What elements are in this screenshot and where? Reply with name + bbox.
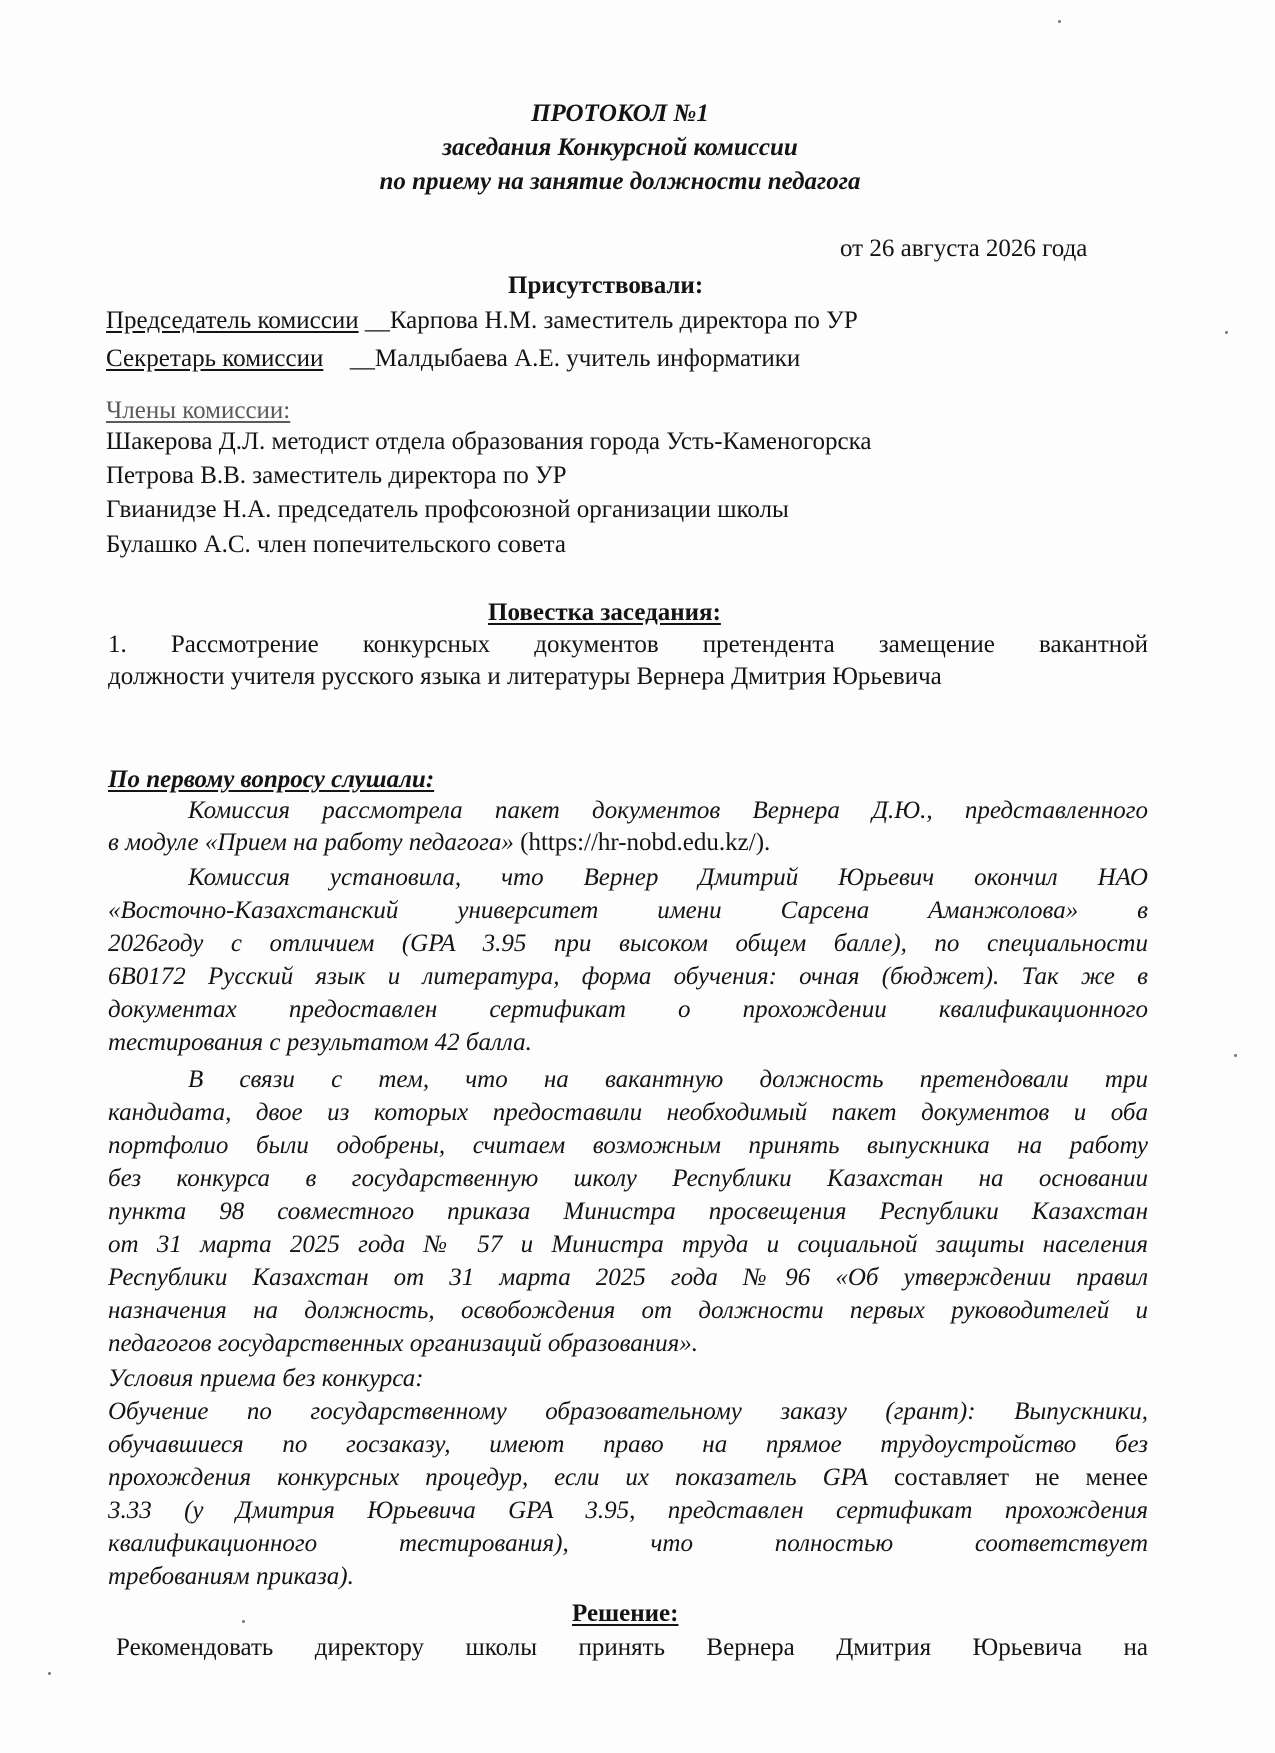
paragraph-line: Республики Казахстан от 31 марта 2025 года №96 «Об утверждении правил <box>108 1264 1148 1291</box>
conditions-heading: Условия приема без конкурса: <box>108 1365 424 1392</box>
paragraph-line: назначения на должность, освобождения от должности первых руководителей и <box>108 1297 1148 1324</box>
member-item: Булашко А.С. член попечительского совета <box>106 531 566 558</box>
paragraph-line: без конкурса в государственную школу Республики Казахстан на основании <box>108 1165 1148 1192</box>
paragraph-link: (https://hr-nobd.edu.kz/). <box>513 829 771 856</box>
chair-value: __Карпова Н.М. заместитель директора по УР <box>364 307 858 334</box>
decision-heading: Решение: <box>572 1600 679 1627</box>
member-item: Петрова В.В. заместитель директора по УР <box>106 462 567 489</box>
scan-speck <box>242 1620 245 1623</box>
chair-row <box>106 307 858 335</box>
secretary-value: __Малдыбаева А.Е. учитель информатики <box>349 345 801 372</box>
conditions-line: требованиям приказа). <box>108 1563 354 1590</box>
agenda-line: 1. Рассмотрение конкурсных документов претендента замещение вакантной <box>108 631 1148 658</box>
protocol-subtitle-2: по приему на занятие должности педагога <box>379 168 861 195</box>
paragraph-line: от 31 марта 2025 года № 57 и Министра труда и социальной защиты населения <box>108 1231 1148 1258</box>
decision-line: Рекомендовать директору школы принять Вернера Дмитрия Юрьевича на <box>116 1634 1148 1661</box>
paragraph-line: документах предоставлен сертификат о прохождении квалификационного <box>108 996 1148 1023</box>
conditions-line: квалификационного тестирования), что полностью соответствует <box>108 1530 1148 1557</box>
members-label: Члены комиссии: <box>106 397 291 424</box>
scan-speck <box>48 1672 51 1675</box>
chair-label: Председатель комиссии <box>106 307 359 334</box>
agenda-heading: Повестка заседания: <box>488 599 721 626</box>
paragraph-line: портфолио были одобрены, считаем возможным принять выпускника на работу <box>108 1132 1148 1159</box>
paragraph-line: 2026году с отличием (GPA 3.95 при высоком общем балле), по специальности <box>108 930 1148 957</box>
protocol-subtitle-1: заседания Конкурсной комиссии <box>442 134 798 161</box>
conditions-line <box>108 1464 1148 1492</box>
conditions-line: 3.33 (у Дмитрия Юрьевича GPA 3.95, представлен сертификат прохождения <box>108 1497 1148 1524</box>
protocol-title: ПРОТОКОЛ №1 <box>531 100 709 127</box>
conditions-line: обучавшиеся по госзаказу, имеют право на прямое трудоустройство без <box>108 1431 1148 1458</box>
paragraph-text: в модуле «Прием на работу педагога» <box>108 829 514 856</box>
paragraph-line: тестирования с результатом 42 балла. <box>108 1029 532 1056</box>
paragraph-line: Комиссия установила, что Вернер Дмитрий Юрьевич окончил НАО <box>188 864 1148 891</box>
scan-speck <box>1058 20 1061 23</box>
paragraph-line: «Восточно-Казахстанский университет имени Сарсена Аманжолова» в <box>108 897 1148 924</box>
conditions-line: Обучение по государственному образовательному заказу (грант): Выпускники, <box>108 1398 1148 1425</box>
attendance-heading: Присутствовали: <box>508 272 704 299</box>
scan-speck <box>1234 1054 1237 1057</box>
paragraph-line: педагогов государственных организаций образования». <box>108 1330 699 1357</box>
scan-speck <box>1225 331 1228 334</box>
discussion-heading: По первому вопросу слушали: <box>108 766 435 793</box>
paragraph-line: 6В0172 Русский язык и литература, форма обучения: очная (бюджет). Так же в <box>108 963 1148 990</box>
secretary-row <box>106 345 800 373</box>
paragraph-line: Комиссия рассмотрела пакет документов Вернера Д.Ю., представленного <box>188 797 1148 824</box>
member-item: Шакерова Д.Л. методист отдела образования города Усть-Каменогорска <box>106 428 872 455</box>
secretary-label: Секретарь комиссии <box>106 345 324 372</box>
protocol-date: от 26 августа 2026 года <box>840 235 1088 262</box>
conditions-text: прохождения конкурсных процедур, если их показатель GPA <box>108 1464 868 1491</box>
paragraph-line <box>108 829 770 857</box>
agenda-line: должности учителя русского языка и литературы Вернера Дмитрия Юрьевича <box>108 663 942 690</box>
paragraph-line: пункта 98 совместного приказа Министра просвещения Республики Казахстан <box>108 1198 1148 1225</box>
conditions-text: составляет не менее <box>867 1464 1148 1491</box>
paragraph-line: В связи с тем, что на вакантную должность претендовали три <box>188 1066 1148 1093</box>
paragraph-line: кандидата, двое из которых предоставили необходимый пакет документов и оба <box>108 1099 1148 1126</box>
member-item: Гвианидзе Н.А. председатель профсоюзной организации школы <box>106 496 789 523</box>
